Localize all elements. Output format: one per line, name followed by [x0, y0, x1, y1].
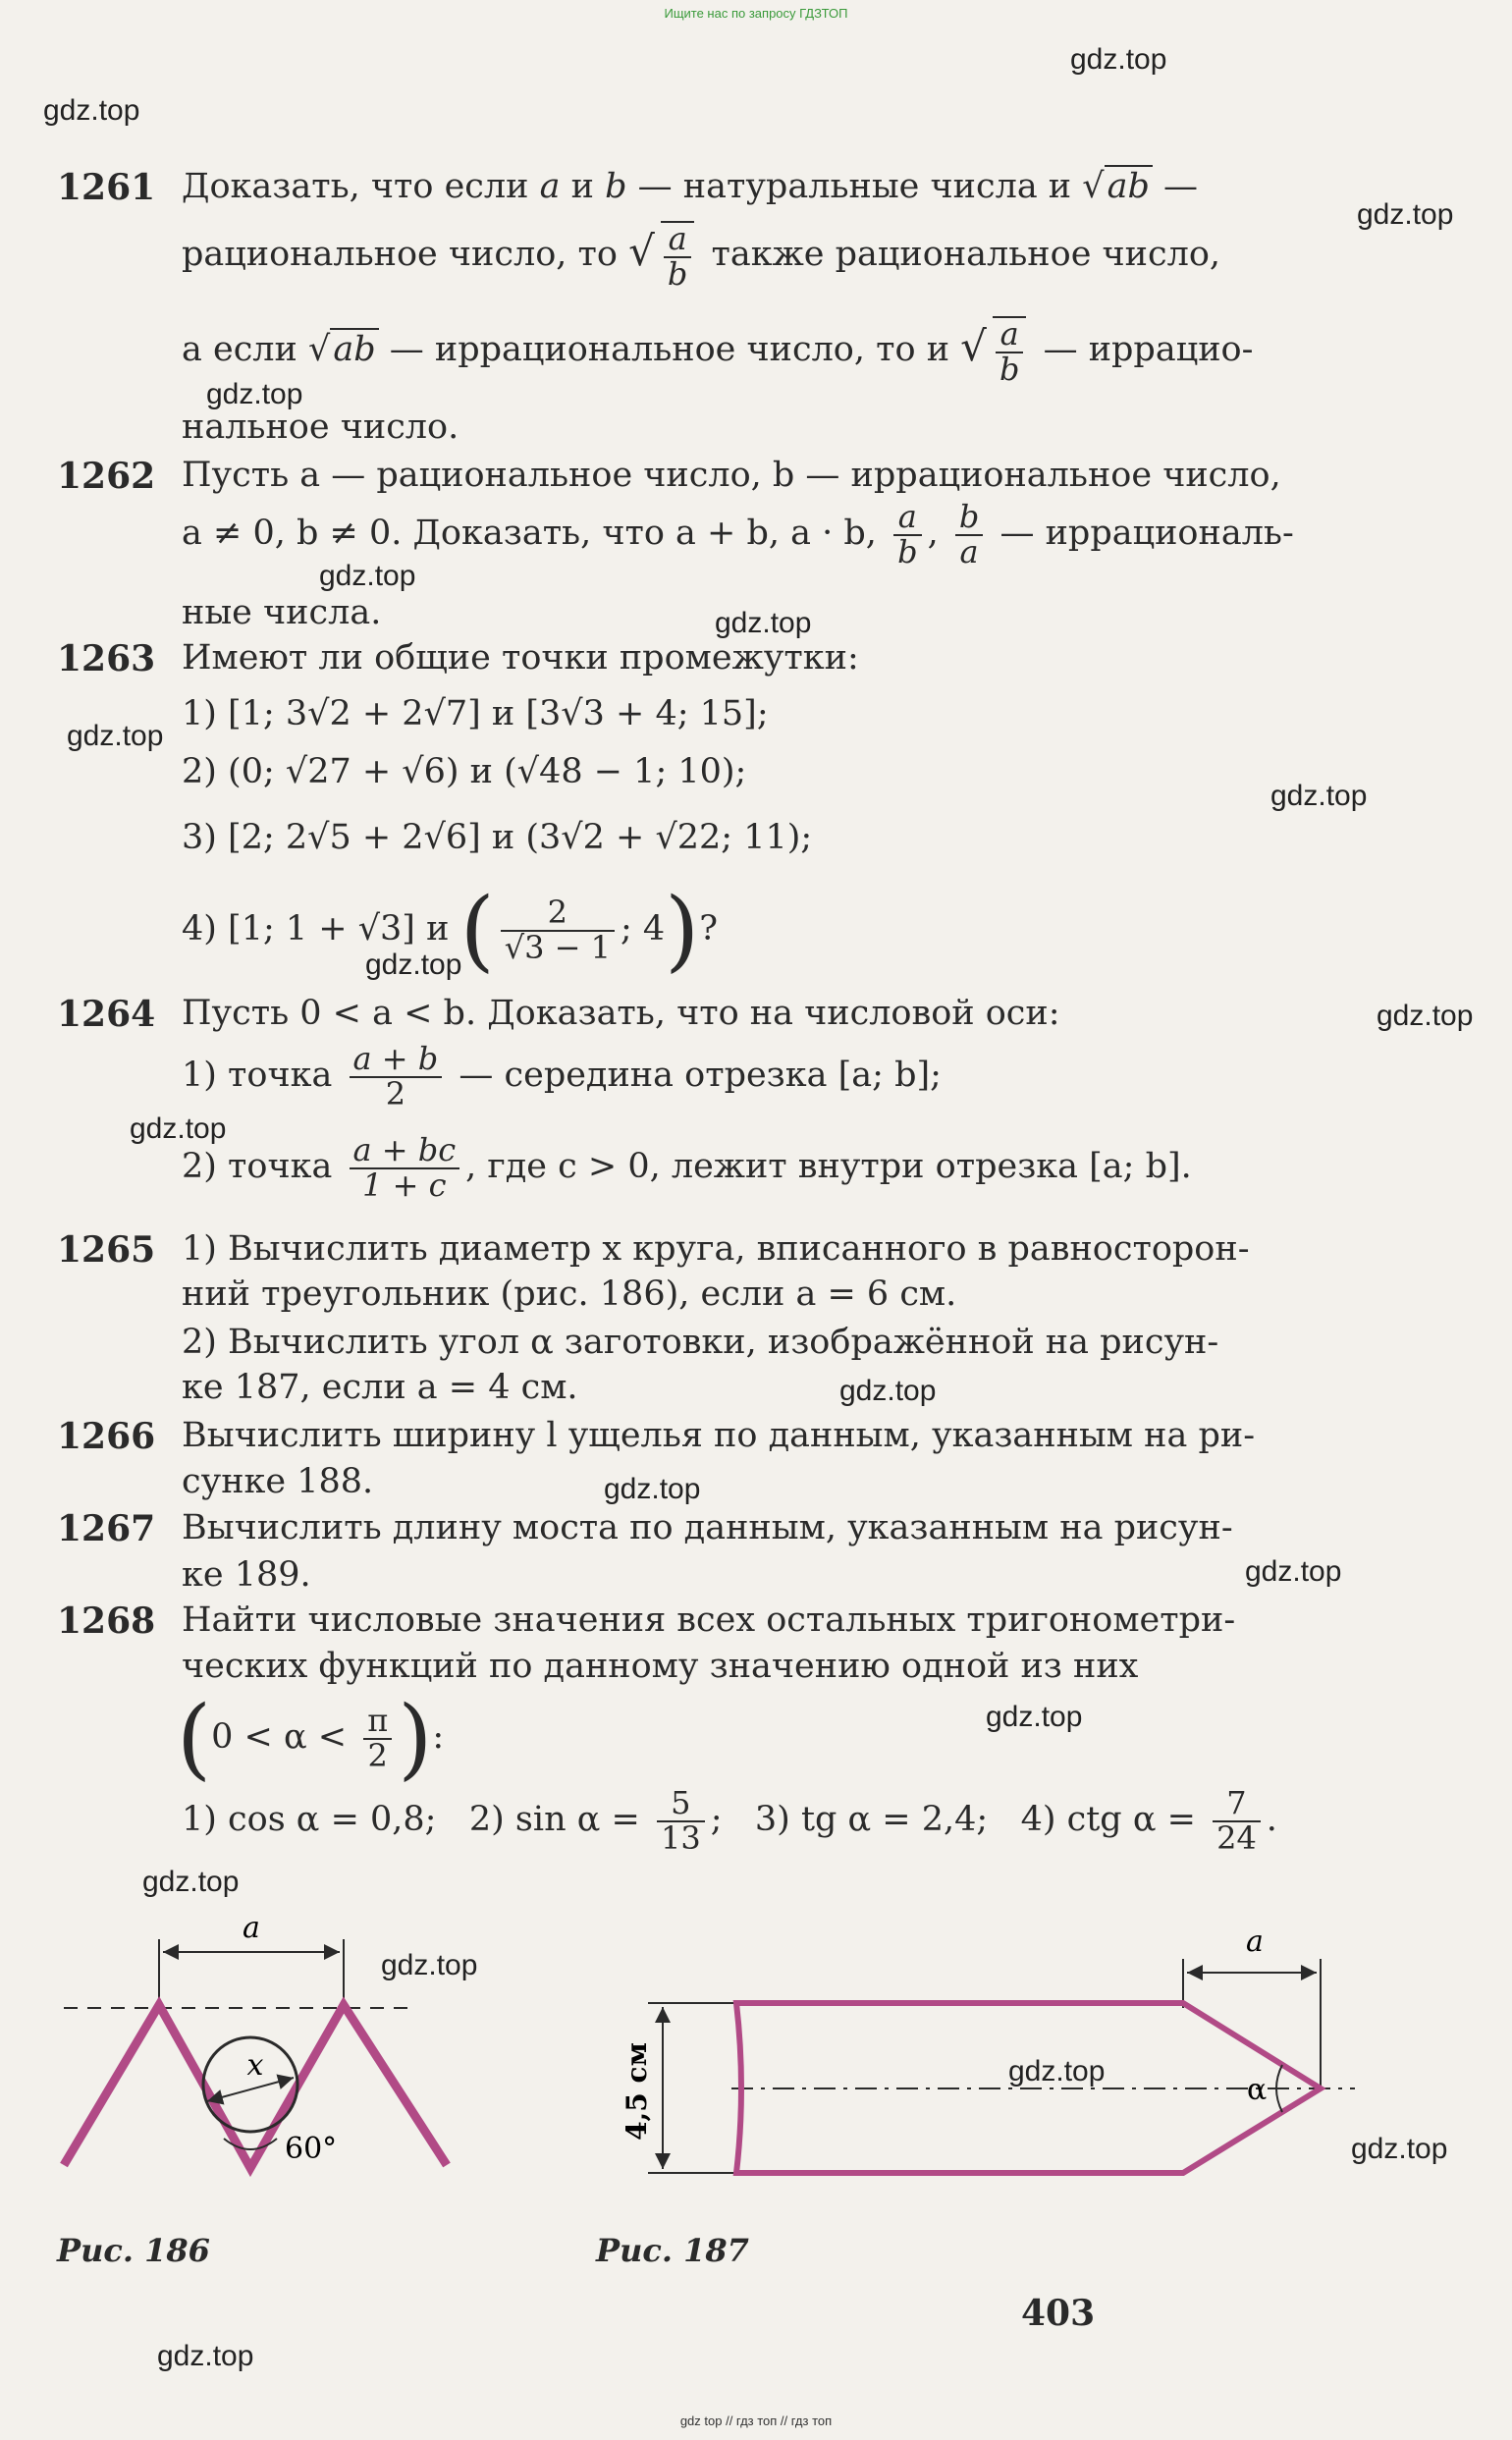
problem-1261-line3: а если √ab — иррациональное число, то и √ $\frac{a}{b}$ — иррацио-: [182, 315, 1254, 388]
problem-1265-line4: ке 187, если a = 4 см.: [182, 1368, 578, 1407]
watermark: gdz.top: [1245, 1555, 1342, 1588]
label-angle: 60°: [285, 2132, 338, 2166]
watermark: gdz.top: [67, 720, 164, 752]
problem-1265-line3: 2) Вычислить угол α заготовки, изображённой на рисун-: [182, 1323, 1219, 1362]
page-number: 403: [1021, 2293, 1096, 2334]
problem-number-1261: 1261: [57, 167, 156, 208]
problem-1264-item2: 2) точка $\frac{a + bc}{1 + c}$ , где c > 0, лежит внутри отрезка [a; b].: [182, 1131, 1192, 1204]
problem-number-1267: 1267: [57, 1508, 156, 1549]
problem-1263-item4: 4) [1; 1 + √3] и ( $\frac{2}{√3 - 1}$ ; 4)?: [182, 879, 719, 982]
problem-1266-line2: сунке 188.: [182, 1462, 374, 1501]
problem-1265-line2: ний треугольник (рис. 186), если a = 6 см.: [182, 1274, 957, 1314]
problem-1268-items: 1) cos α = 0,8; 2) sin α = $\frac{5}{13}$ ; 3) tg α = 2,4; 4) ctg α = $\frac{7}{24}$ .: [182, 1784, 1277, 1857]
problem-1265-line1: 1) Вычислить диаметр x круга, вписанного в равносторон-: [182, 1229, 1250, 1269]
figure-187-caption: Рис. 187: [596, 2232, 749, 2269]
problem-1266-line1: Вычислить ширину l ущелья по данным, указанным на ри-: [182, 1416, 1256, 1455]
footer-note: gdz top // гдз топ // гдз топ: [679, 2413, 833, 2428]
figure-187: [589, 1900, 1375, 2195]
watermark: gdz.top: [839, 1375, 937, 1407]
watermark: gdz.top: [1008, 2055, 1106, 2088]
problem-1268-line1: Найти числовые значения всех остальных тригонометри-: [182, 1600, 1236, 1640]
problem-1263-line1: Имеют ли общие точки промежутки:: [182, 638, 859, 678]
problem-number-1266: 1266: [57, 1416, 156, 1457]
figure-186: [49, 1895, 461, 2190]
label-x: x: [246, 2048, 264, 2083]
watermark: gdz.top: [206, 378, 303, 410]
problem-1263-item1: 1) [1; 3√2 + 2√7] и [3√3 + 4; 15];: [182, 694, 769, 733]
watermark: gdz.top: [142, 1866, 240, 1898]
watermark: gdz.top: [130, 1112, 227, 1145]
problem-1267-line1: Вычислить длину моста по данным, указанным на рисун-: [182, 1508, 1233, 1547]
problem-number-1268: 1268: [57, 1600, 156, 1642]
problem-1262-line2: a ≠ 0, b ≠ 0. Доказать, что a + b, a · b, $\frac{a}{b}$ , $\frac{b}{a}$ — иррациональ-: [182, 498, 1294, 570]
header-note: Ищите нас по запросу ГДЗТОП: [664, 6, 848, 21]
problem-1264-line1: Пусть 0 < a < b. Доказать, что на числовой оси:: [182, 994, 1060, 1033]
watermark: gdz.top: [1351, 2133, 1448, 2165]
watermark: gdz.top: [319, 560, 416, 592]
zigzag-profile: [64, 2005, 447, 2168]
problem-number-1262: 1262: [57, 456, 156, 497]
watermark: gdz.top: [157, 2340, 254, 2372]
problem-1261-line1: Доказать, что если a и b — натуральные числа и √ab —: [182, 167, 1199, 206]
problem-1262-line1: Пусть a — рациональное число, b — иррациональное число,: [182, 456, 1281, 495]
problem-number-1265: 1265: [57, 1229, 156, 1271]
problem-1261-line4: нальное число.: [182, 407, 459, 447]
watermark: gdz.top: [1070, 43, 1167, 76]
watermark: gdz.top: [1357, 198, 1454, 231]
problem-1268-line2: ческих функций по данному значению одной из них: [182, 1647, 1139, 1686]
figure-186-caption: Рис. 186: [57, 2232, 210, 2269]
watermark: gdz.top: [43, 94, 140, 127]
problem-1268-condition: (0 < α < $\frac{\pi}{2}$ ):: [177, 1687, 445, 1790]
problem-1264-item1: 1) точка $\frac{a + b}{2}$ — середина отрезка [a; b];: [182, 1040, 942, 1112]
label-alpha: α: [1247, 2073, 1268, 2107]
problem-1263-item3: 3) [2; 2√5 + 2√6] и (3√2 + √22; 11);: [182, 818, 813, 857]
label-height: 4,5 см: [621, 2042, 653, 2141]
problem-1262-line3: ные числа.: [182, 593, 382, 632]
watermark: gdz.top: [1270, 780, 1368, 812]
watermark: gdz.top: [1377, 1000, 1474, 1032]
watermark: gdz.top: [381, 1949, 478, 1981]
label-a: a: [1246, 1925, 1264, 1959]
problem-1267-line2: ке 189.: [182, 1555, 311, 1595]
problem-number-1263: 1263: [57, 638, 156, 679]
problem-1261-line2: рациональное число, то √ $\frac{a}{b}$ также рациональное число,: [182, 220, 1221, 293]
watermark: gdz.top: [715, 607, 812, 639]
watermark: gdz.top: [365, 949, 462, 981]
problem-number-1264: 1264: [57, 994, 156, 1035]
watermark: gdz.top: [986, 1701, 1083, 1733]
label-a: a: [243, 1911, 260, 1945]
watermark: gdz.top: [604, 1473, 701, 1505]
problem-1263-item2: 2) (0; √27 + √6) и (√48 − 1; 10);: [182, 752, 747, 791]
